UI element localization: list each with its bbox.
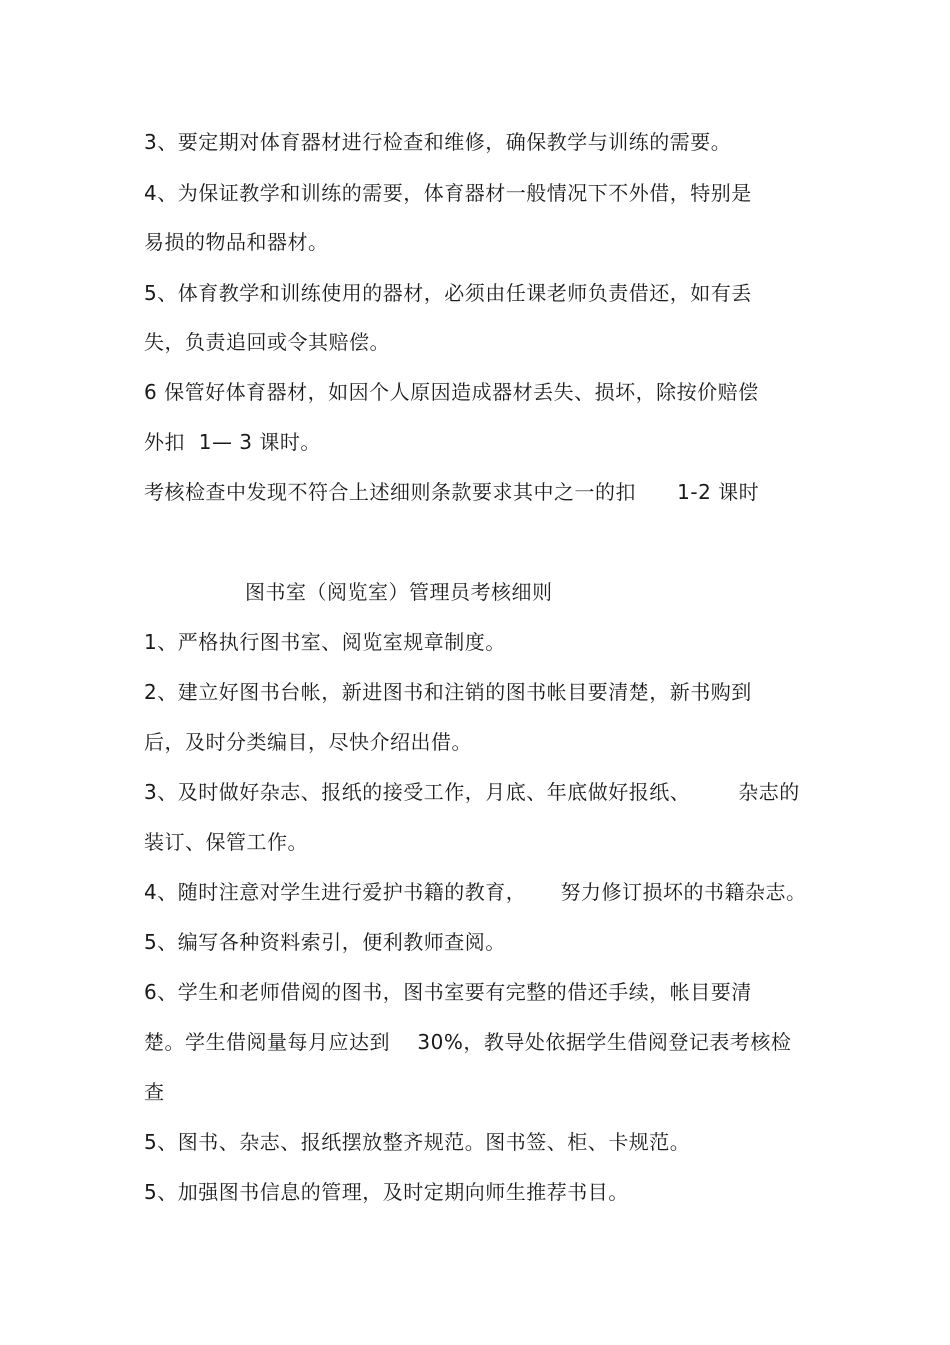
paragraph-line: 查 [144, 1080, 165, 1104]
paragraph-line: 楚。学生借阅量每月应达到 30%，教导处依据学生借阅登记表考核检 [144, 1030, 792, 1054]
paragraph-line: 5、加强图书信息的管理，及时定期向师生推荐书目。 [144, 1180, 629, 1204]
paragraph-line: 6 保管好体育器材，如因个人原因造成器材丢失、损坏，除按价赔偿 [144, 380, 759, 404]
paragraph-line: 6、学生和老师借阅的图书，图书室要有完整的借还手续，帐目要清 [144, 980, 752, 1004]
paragraph-line: 3、要定期对体育器材进行检查和维修，确保教学与训练的需要。 [144, 130, 732, 154]
paragraph-line: 外扣 1— 3 课时。 [144, 430, 321, 454]
paragraph-line: 4、随时注意对学生进行爱护书籍的教育， 努力修订损坏的书籍杂志。 [144, 880, 807, 904]
paragraph-line: 5、编写各种资料索引，便利教师查阅。 [144, 930, 506, 954]
paragraph-line: 后，及时分类编目，尽快介绍出借。 [144, 730, 472, 754]
paragraph-line: 4、为保证教学和训练的需要，体育器材一般情况下不外借，特别是 [144, 181, 752, 205]
paragraph-line: 失，负责追回或令其赔偿。 [144, 330, 390, 354]
paragraph-line: 装订、保管工作。 [144, 830, 308, 854]
paragraph-line: 3、及时做好杂志、报纸的接受工作，月底、年底做好报纸、 杂志的 [144, 780, 800, 804]
paragraph-line: 易损的物品和器材。 [144, 230, 329, 254]
paragraph-line: 5、体育教学和训练使用的器材，必须由任课老师负责借还，如有丢 [144, 281, 752, 305]
paragraph-line: 5、图书、杂志、报纸摆放整齐规范。图书签、柜、卡规范。 [144, 1130, 691, 1154]
paragraph-line: 考核检查中发现不符合上述细则条款要求其中之一的扣 1-2 课时 [144, 480, 760, 504]
paragraph-line: 1、严格执行图书室、阅览室规章制度。 [144, 630, 506, 654]
section-title: 图书室（阅览室）管理员考核细则 [245, 580, 553, 604]
paragraph-line: 2、建立好图书台帐，新进图书和注销的图书帐目要清楚，新书购到 [144, 680, 752, 704]
